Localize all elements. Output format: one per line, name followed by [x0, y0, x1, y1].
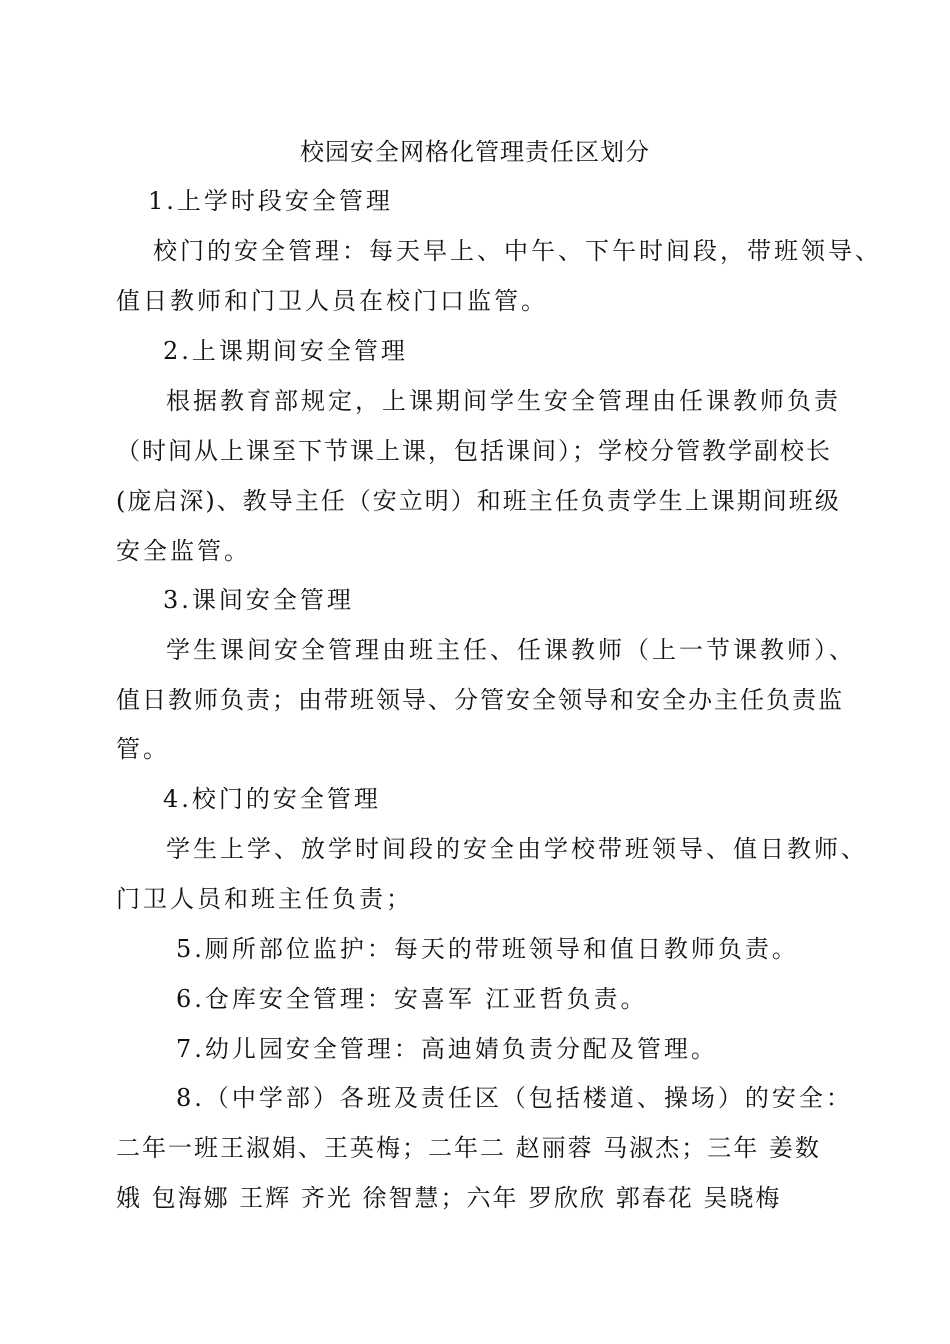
paragraph-line: 学生课间安全管理由班主任、任课教师（上一节课教师）、 — [166, 636, 856, 664]
section-1-heading: 1.上学时段安全管理 — [148, 187, 393, 215]
paragraph-line: 娥 包海娜 王辉 齐光 徐智慧；六年 罗欣欣 郭春花 吴晓梅 — [116, 1184, 782, 1212]
paragraph-line: 学生上学、放学时间段的安全由学校带班领导、值日教师、 — [166, 835, 868, 863]
paragraph-line: 值日教师和门卫人员在校门口监管。 — [116, 287, 548, 315]
paragraph-line: 值日教师负责；由带班领导、分管安全领导和安全办主任负责监 — [116, 686, 844, 714]
section-8-line: 8.（中学部）各班及责任区（包括楼道、操场）的安全： — [176, 1084, 853, 1112]
paragraph-line: （时间从上课至下节课上课，包括课间）；学校分管教学副校长 — [116, 437, 832, 465]
paragraph-line: 根据教育部规定，上课期间学生安全管理由任课教师负责 — [166, 387, 841, 415]
paragraph-line: 安全监管。 — [116, 537, 251, 565]
paragraph-line: (庞启深)、教导主任（安立明）和班主任负责学生上课期间班级 — [116, 487, 841, 515]
section-3-heading: 3.课间安全管理 — [163, 586, 354, 614]
section-5-line: 5.厕所部位监护：每天的带班领导和值日教师负责。 — [176, 935, 799, 963]
section-2-heading: 2.上课期间安全管理 — [163, 337, 408, 365]
paragraph-line: 门卫人员和班主任负责； — [116, 885, 413, 913]
section-7-line: 7.幼儿园安全管理：高迪婧负责分配及管理。 — [176, 1035, 718, 1063]
document-title: 校园安全网格化管理责任区划分 — [300, 138, 650, 166]
paragraph-line: 二年一班王淑娟、王英梅；二年二 赵丽蓉 马淑杰；三年 姜数 — [116, 1134, 821, 1162]
paragraph-line: 校门的安全管理：每天早上、中午、下午时间段，带班领导、 — [153, 237, 882, 265]
paragraph-line: 管。 — [116, 735, 170, 763]
section-6-line: 6.仓库安全管理：安喜军 江亚哲负责。 — [176, 985, 648, 1013]
section-4-heading: 4.校门的安全管理 — [163, 785, 381, 813]
